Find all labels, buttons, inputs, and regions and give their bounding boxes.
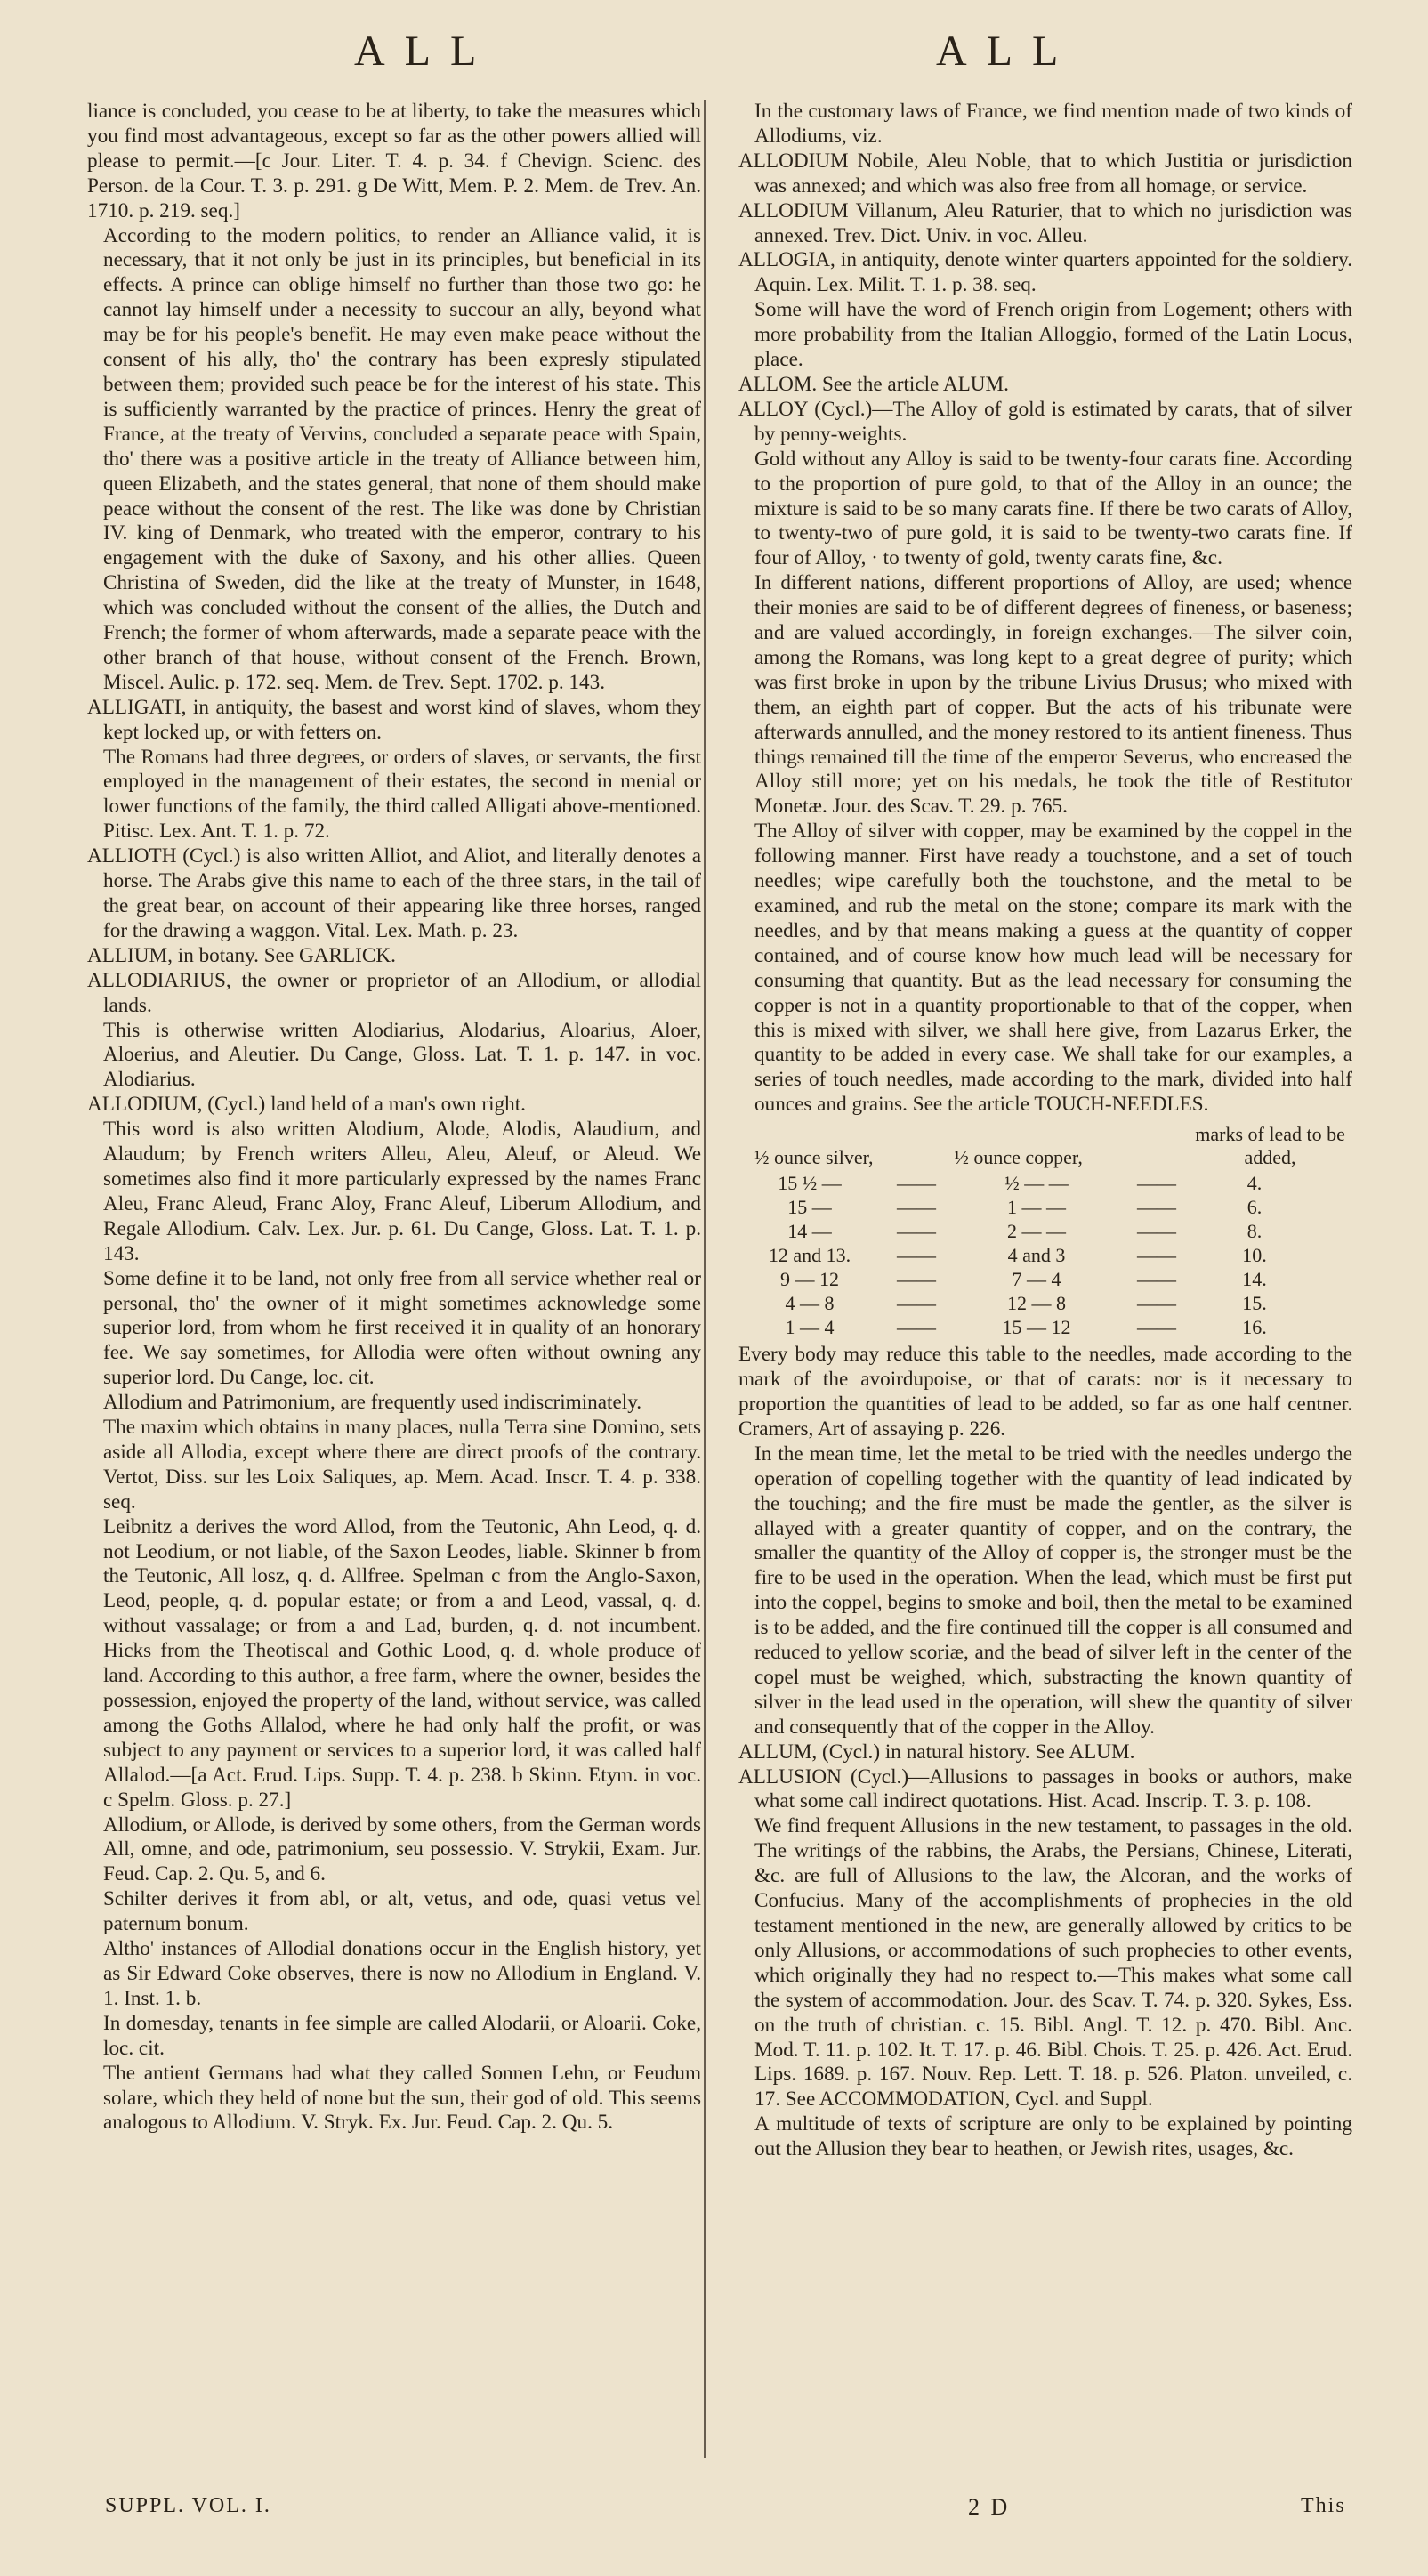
cell-silver: 15 —	[787, 1196, 832, 1219]
left-paragraph: Allodium, or Allode, is derived by some others, from the German words All, omne, and ode, patrimonium, seu possessio. V. Strykii, Exam. Jur. Feud. Cap. 2. Qu. 5, and 6.	[103, 1813, 701, 1886]
right-paragraph: Every body may reduce this table to the needles, made according to the mark of the avoirdupoise, or that of carats: nor is it necessary to proportion the quantities of lead to be added, so far as one half centner. Cramers, Art of assaying p. 226.	[738, 1343, 1352, 1441]
left-paragraph: Altho' instances of Allodial donations occur in the English history, yet as Sir Edward Coke observes, there is now no Allodium in England. V. 1. Inst. 1. b.	[103, 1937, 701, 2010]
footer-signature: 2 D	[968, 2494, 1011, 2520]
right-paragraph: ALLOM. See the article ALUM.	[738, 372, 1009, 396]
left-paragraph: In domesday, tenants in fee simple are called Alodarii, or Aloarii. Coke, loc. cit.	[103, 2011, 701, 2060]
table-row	[738, 1291, 1352, 1315]
cell-lead: 10.	[1242, 1244, 1267, 1267]
cell-silver: 15 ½ —	[778, 1172, 842, 1195]
cell-copper: 2 — —	[1007, 1220, 1066, 1243]
cell-separator: ——	[897, 1292, 936, 1315]
left-paragraph: liance is concluded, you cease to be at liberty, to take the measures which you find most advantageous, except so far as the other powers allied will please to permit.—[c Jour. Liter. T. 4. p. 34. f Chevign. Scienc. des Person. de la Cour. T. 3. p. 291. g De Witt, Mem. P. 2. Mem. de Trev. An. 1710. p. 219. seq.]	[87, 100, 701, 222]
column-divider	[704, 100, 706, 2458]
table-row	[738, 1243, 1352, 1267]
right-paragraph: A multitude of texts of scripture are only to be explained by pointing out the Allusion they bear to heathen, or Jewish rites, usages, &c.	[754, 2112, 1352, 2161]
cell-lead: 15.	[1242, 1292, 1267, 1315]
left-paragraph: ALLODIARIUS, the owner or proprietor of an Allodium, or allodial lands.	[87, 968, 701, 1017]
alloy-lead-table	[738, 1123, 1352, 1339]
table-row	[738, 1219, 1352, 1243]
cell-separator: ——	[1137, 1292, 1176, 1315]
left-column	[87, 100, 701, 2458]
cell-copper: 15 — 12	[1002, 1316, 1071, 1339]
cell-silver: 14 —	[787, 1220, 832, 1243]
header-copper: ½ ounce copper,	[954, 1146, 1083, 1169]
cell-separator: ——	[897, 1268, 936, 1291]
cell-separator: ——	[897, 1196, 936, 1219]
cell-lead: 4.	[1246, 1172, 1263, 1195]
table-row	[738, 1267, 1352, 1291]
table-row	[738, 1171, 1352, 1195]
cell-separator: ——	[1137, 1220, 1176, 1243]
cell-separator: ——	[1137, 1244, 1176, 1267]
cell-separator: ——	[1137, 1268, 1176, 1291]
cell-copper: 7 — 4	[1012, 1268, 1061, 1291]
left-paragraph: Allodium and Patrimonium, are frequently used indiscriminately.	[103, 1391, 642, 1415]
running-head-left: ALL	[354, 28, 496, 75]
header-silver: ½ ounce silver,	[754, 1146, 874, 1169]
cell-silver: 12 and 13.	[768, 1244, 851, 1267]
header-lead: marks of lead to be added,	[1195, 1123, 1345, 1169]
right-paragraph: ALLUM, (Cycl.) in natural history. See ALUM.	[738, 1740, 1135, 1764]
cell-copper: ½ — —	[1004, 1172, 1069, 1195]
left-paragraph: Leibnitz a derives the word Allod, from the Teutonic, Ahn Leod, q. d. not Leodium, or not liable, of the Saxon Leodes, liable. Skinner b from the Teutonic, All losz, q. d. Allfree. Spelman c from the Anglo-Saxon, Leod, people, q. d. popular estate; or from a and Leod, vassal, q. d. without vassalage; or from a and Lad, burden, q. d. not incumbent. Hicks from the Theotiscal and Gothic Lood, q. d. whole produce of land. According to this author, a free farm, where the owner, besides the possession, enjoyed the property of the land, without service, was called among the Goths Allalod, where he had only half the profit, or was subject to any payment or services to a superior lord, it was called half Allalod.—[a Act. Erud. Lips. Supp. T. 4. p. 238. b Skinn. Etym. in voc. c Spelm. Gloss. p. 27.]	[103, 1514, 701, 1812]
right-paragraph: ALLOGIA, in antiquity, denote winter quarters appointed for the soldiery. Aquin. Lex. Milit. T. 1. p. 38. seq.	[738, 248, 1352, 297]
left-paragraph: ALLIOTH (Cycl.) is also written Alliot, and Aliot, and literally denotes a horse. The Arabs give this name to each of the three stars, in the tail of the great bear, on account of their appearing like three horses, ranged for the drawing a waggon. Vital. Lex. Math. p. 23.	[87, 844, 701, 942]
right-paragraph: ALLODIUM Villanum, Aleu Raturier, that to which no jurisdiction was annexed. Trev. Dict. Univ. in voc. Alleu.	[738, 198, 1352, 247]
cell-silver: 4 — 8	[785, 1292, 835, 1315]
cell-lead: 8.	[1246, 1220, 1263, 1243]
right-paragraph: Gold without any Alloy is said to be twenty-four carats fine. According to the proportion of pure gold, to that of the Alloy in an ounce; the mixture is said to be so many carats fine. If there be two carats of Alloy, to twenty-two of pure gold, it is said to be twenty-two carats fine. If four of Alloy, · to twenty of gold, twenty carats fine, &c.	[754, 447, 1352, 570]
right-column	[738, 100, 1352, 2458]
footer-volume: SUPPL. VOL. I.	[105, 2494, 271, 2517]
left-paragraph: ALLIGATI, in antiquity, the basest and worst kind of slaves, whom they kept locked up, or with fetters on.	[87, 695, 701, 744]
left-paragraph: According to the modern politics, to render an Alliance valid, it is necessary, that it not only be just in its principles, but beneficial in its effects. A prince can oblige himself no further than those two go: he cannot lay himself under a necessity to succour an ally, beyond what may be for his people's benefit. He may even make peace without the consent of his ally, tho' the contrary has been expresly stipulated between them; provided such peace be for the interest of his state. This is sufficiently warranted by the practice of princes. Henry the great of France, at the treaty of Vervins, concluded a separate peace with Spain, tho' there was a positive article in the treaty of Alliance between him, queen Elizabeth, and the states general, that none of them should make peace without the consent of the rest. The like was done by Christian IV. king of Denmark, who treated with the emperor, contrary to his engagement with the duke of Saxony, and his other allies. Queen Christina of Sweden, did the like at the treaty of Munster, in 1648, which was concluded without the consent of the allies, the Dutch and French; the former of whom afterwards, made a separate peace with the other branch of that house, without consent of the French. Brown, Miscel. Aulic. p. 172. seq. Mem. de Trev. Sept. 1702. p. 143.	[103, 223, 701, 694]
cell-lead: 16.	[1242, 1316, 1267, 1339]
running-head-right: ALL	[936, 28, 1078, 75]
right-paragraph: ALLODIUM Nobile, Aleu Noble, that to which Justitia or jurisdiction was annexed; and which was also free from all homage, or service.	[738, 149, 1352, 198]
right-paragraph: ALLOY (Cycl.)—The Alloy of gold is estimated by carats, that of silver by penny-weights.	[738, 397, 1352, 446]
right-paragraph: In the mean time, let the metal to be tried with the needles undergo the operation of copelling together with the quantity of lead indicated by the touching; and the fire must be made the gentler, as the silver is allayed with a greater quantity of copper, and on the contrary, the smaller the quantity of the Alloy of copper is, the stronger must be the fire to be used in the operation. When the lead, which must be first put into the coppel, begins to smoke and boil, then the metal to be examined is to be added, and the fire continued till the copper is all consumed and reduced to yellow scoriæ, and the bead of silver left in the center of the copel must be weighed, which, substracting the known quantity of silver in the lead used in the operation, will shew the quantity of silver and consequently that of the copper in the Alloy.	[754, 1441, 1352, 1739]
table-header	[738, 1123, 1352, 1169]
cell-silver: 1 — 4	[785, 1316, 835, 1339]
cell-separator: ——	[897, 1244, 936, 1267]
left-paragraph: This word is also written Alodium, Alode, Alodis, Alaudium, and Alaudum; by French writers Alleu, Aleu, Aleuf, or Aleud. We sometimes also find it more particularly expressed by the names Franc Aleu, Franc Aleud, Franc Aloy, Franc Aleuf, Liberum Allodium, and Regale Allodium. Calv. Lex. Jur. p. 61. Du Cange, Gloss. Lat. T. 1. p. 143.	[103, 1118, 701, 1265]
left-paragraph: The Romans had three degrees, or orders of slaves, or servants, the first employed in the management of their estates, the second in menial or lower functions of the family, the third called Alligati above-mentioned. Pitisc. Lex. Ant. T. 1. p. 72.	[103, 745, 701, 844]
left-paragraph: The maxim which obtains in many places, nulla Terra sine Domino, sets aside all Allodia, except where there are direct proofs of the contrary. Vertot, Diss. sur les Loix Saliques, ap. Mem. Acad. Inscr. T. 4. p. 338. seq.	[103, 1416, 701, 1514]
right-paragraph: We find frequent Allusions in the new testament, to passages in the old. The writings of the rabbins, the Arabs, the Persians, Chinese, Literati, &c. are full of Allusions to the law, the Alcoran, and the works of Confucius. Many of the accomplishments of prophecies in the old testament mentioned in the new, are generally allowed by critics to be only Allusions, or accommodations of such prophecies to other events, which originally they had no respect to.—This makes what some call the system of accommodation. Jour. des Scav. T. 74. p. 320. Sykes, Ess. on the truth of christian. c. 15. Bibl. Angl. T. 12. p. 470. Bibl. Anc. Mod. T. 11. p. 102. It. T. 17. p. 46. Bibl. Chois. T. 25. p. 426. Act. Erud. Lips. 1689. p. 167. Nouv. Rep. Lett. T. 18. p. 526. Platon. unveiled, c. 17. See ACCOMMODATION, Cycl. and Suppl.	[754, 1814, 1352, 2112]
footer-catchword: This	[1301, 2494, 1346, 2517]
cell-silver: 9 — 12	[780, 1268, 839, 1291]
left-paragraph: Some define it to be land, not only free from all service whether real or personal, tho' the owner of it might sometimes acknowledge some superior lord, from whom he first received it in quality of an honorary fee. We say sometimes, for Allodia were often without owning any superior lord. Du Cange, loc. cit.	[103, 1266, 701, 1390]
cell-separator: ——	[1137, 1196, 1176, 1219]
right-paragraph: ALLUSION (Cycl.)—Allusions to passages in books or authors, make what some call indirect quotations. Hist. Acad. Inscrip. T. 3. p. 108.	[738, 1764, 1352, 1813]
left-paragraph: Schilter derives it from abl, or alt, vetus, and ode, quasi vetus vel paternum bonum.	[103, 1887, 701, 1936]
table-row	[738, 1315, 1352, 1339]
cell-lead: 6.	[1246, 1196, 1263, 1219]
cell-separator: ——	[897, 1172, 936, 1195]
cell-lead: 14.	[1242, 1268, 1267, 1291]
right-paragraph: In the customary laws of France, we find mention made of two kinds of Allodiums, viz.	[754, 100, 1352, 148]
cell-separator: ——	[1137, 1172, 1176, 1195]
right-paragraph: In different nations, different proportions of Alloy, are used; whence their monies are said to be of different degrees of fineness, or baseness; and are valued accordingly, in foreign exchanges.—The silver coin, among the Romans, was long kept to a great degree of purity; which was first broke in upon by the tribune Livius Drusus; who mixed with them, an eighth part of copper. But the acts of his tribunate were afterwards annulled, and the money restored to its antient fineness. Thus things remained till the time of the emperor Severus, who encreased the Alloy still more; yet on his medals, he took the title of Restitutor Monetæ. Jour. des Scav. T. 29. p. 765.	[754, 571, 1352, 819]
cell-separator: ——	[1137, 1316, 1176, 1339]
table-body	[738, 1171, 1352, 1339]
right-paragraph: The Alloy of silver with copper, may be examined by the coppel in the following manner. First have ready a touchstone, and a set of touch needles; wipe carefully both the touchstone, and the metal to be examined, and rub the metal on the stone; compare its mark with the needles, and by that means making a guess at the quantity of copper contained, and of course know how much lead will be necessary for consuming that quantity. But as the lead necessary for consuming the copper is not in a quantity proportionable to that of the copper, when this is mixed with silver, we shall here give, from Lazarus Erker, the quantity to be added in every case. We shall take for our examples, a series of touch needles, made according to the mark, divided into half ounces and grains. See the article TOUCH-NEEDLES.	[754, 820, 1352, 1117]
right-paragraph: Some will have the word of French origin from Logement; others with more probability from the Italian Alloggio, formed of the Latin Locus, place.	[754, 298, 1352, 372]
left-paragraph: The antient Germans had what they called Sonnen Lehn, or Feudum solare, which they held of none but the sun, their god of old. This seems analogous to Allodium. V. Stryk. Ex. Jur. Feud. Cap. 2. Qu. 5.	[103, 2061, 701, 2135]
cell-copper: 1 — —	[1007, 1196, 1066, 1219]
cell-separator: ——	[897, 1316, 936, 1339]
left-paragraph: ALLIUM, in botany. See GARLICK.	[87, 943, 396, 967]
left-paragraph: This is otherwise written Alodiarius, Alodarius, Aloarius, Aloer, Aloerius, and Aleutier. Du Cange, Gloss. Lat. T. 1. p. 147. in voc. Alodiarius.	[103, 1018, 701, 1092]
cell-copper: 4 and 3	[1007, 1244, 1066, 1267]
table-row	[738, 1195, 1352, 1219]
cell-copper: 12 — 8	[1007, 1292, 1066, 1315]
left-paragraph: ALLODIUM, (Cycl.) land held of a man's own right.	[87, 1093, 526, 1117]
cell-separator: ——	[897, 1220, 936, 1243]
